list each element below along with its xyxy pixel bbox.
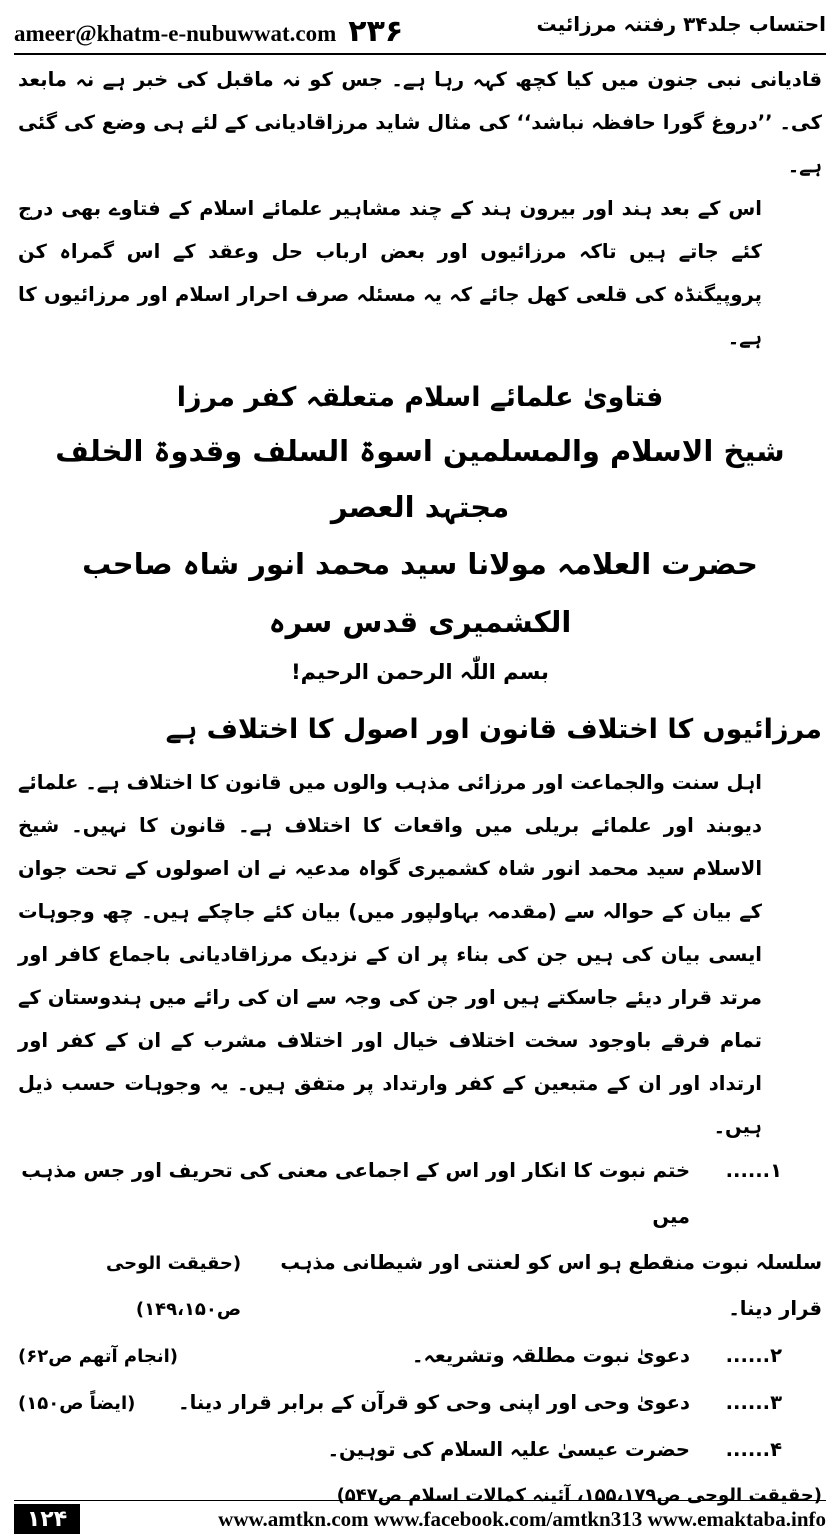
list-item-3-number: ۳......	[725, 1391, 782, 1414]
list-item-1-text-2: سلسلہ نبوت منقطع ہو اس کو لعنتی اور شیطانی مذہب قرار دینا۔	[280, 1251, 822, 1320]
list-item-1-line1	[18, 1148, 822, 1240]
list-item-1-reference: (حقیقت الوحی ص۱۴۹،۱۵۰)	[105, 1253, 242, 1320]
list-item-1-line2	[18, 1240, 822, 1333]
heading-sheikh: شیخ الاسلام والمسلمین اسوۃ السلف وقدوۃ الخلف مجتہد العصر	[55, 434, 785, 524]
footer-page-number: ۱۲۴	[14, 1504, 80, 1534]
list-item-3-text: دعویٰ وحی اور اپنی وحی کو قرآن کے برابر قرار دینا۔	[178, 1391, 690, 1414]
main-paragraph: اہل سنت والجماعت اور مرزائی مذہب والوں میں قانون کا اختلاف ہے۔ علمائے دیوبند اور علمائے بریلی میں واقعات کا اختلاف ہے۔ قانون کا نہیں۔ شیخ الاسلام سید محمد انور شاہ کشمیری گواہ مدعیہ نے ان اصولوں کے تحت جوان کے بیان کے حوالہ سے (مقدمہ بہاولپور میں) بیان کئے جاچکے ہیں۔ چھ وجوہات ایسی بیان کی ہیں جن کی بناء پر ان کے نزدیک مرزاقادیانی باجماع کافر اور مرتد قرار دیئے جاسکتے ہیں اور جن کی وجہ سے ان کی رائے میں ہندوستان کے تمام فرقے باوجود سخت اختلاف خیال اور اختلاف مشرب کے ان کے کفر اور ارتداد اور ان کے متبعین کے کفر وارتداد پر متفق ہیں۔ یہ وجوہات حسب ذیل ہیں۔	[18, 771, 762, 1138]
page-header	[14, 4, 826, 52]
list-item-4	[18, 1427, 822, 1473]
heading-fatawa: فتاویٰ علمائے اسلام متعلقہ کفر مرزا	[176, 382, 664, 413]
intro-paragraph-1: قادیانی نبی جنون میں کیا کچھ کہہ رہا ہے۔ جس کو نہ ماقبل کی خبر ہے نہ مابعد کی۔ ’’دروغ گورا حافظہ نباشد‘‘ کی مثال شاید مرزاقادیانی کے لئے ہی وضع کی گئی ہے۔	[18, 68, 822, 177]
intro-paragraph-2: اس کے بعد ہند اور بیرون ہند کے چند مشاہیر علمائے اسلام کے فتاوے بھی درج کئے جاتے ہیں تاکہ مرزائیوں اور بعض ارباب حل وعقد کے اس گمراہ کن پروپیگنڈہ کی قلعی کھل جائے کہ یہ مسئلہ صرف احرار اسلام اور مرزائیوں کا ہے۔	[18, 197, 762, 349]
header-email[interactable]: ameer@khatm-e-nubuwwat.com	[14, 21, 337, 46]
list-item-4-text: حضرت عیسیٰ علیہ السلام کی توہین۔	[327, 1438, 690, 1461]
subheading: مرزائیوں کا اختلاف قانون اور اصول کا اختلاف ہے	[165, 714, 822, 745]
list-item-2	[18, 1333, 822, 1380]
list-item-2-text: دعویٰ نبوت مطلقہ وتشریعہ۔	[412, 1344, 690, 1367]
list-item-1	[18, 1148, 822, 1333]
header-divider	[14, 53, 826, 55]
list-item-1-number: ۱......	[725, 1159, 782, 1182]
list-item-3	[18, 1380, 822, 1427]
list-item-4-number: ۴......	[725, 1438, 782, 1461]
list-item-2-reference: (انجام آتھم ص۶۲)	[18, 1346, 178, 1367]
list-item-2-number: ۲......	[725, 1344, 782, 1367]
list-item-1-text-1: ختم نبوت کا انکار اور اس کے اجماعی معنی کی تحریف اور جس مذہب میں	[21, 1159, 690, 1228]
footer-divider	[14, 1500, 826, 1501]
header-left	[14, 14, 403, 49]
bismillah: بسم اللّٰہ الرحمن الرحیم!	[291, 660, 549, 684]
heading-allama: حضرت العلامہ مولانا سید محمد انور شاہ صاحب الکشمیری قدس سرہ	[82, 547, 758, 639]
page-body	[18, 58, 822, 1506]
footer-urls[interactable]: www.amtkn.com www.facebook.com/amtkn313 www.emaktaba.info	[218, 1506, 826, 1531]
list-item-4-reference: (حقیقت الوحی ص۱۵۵،۱۷۹، آئینہ کمالات اسلام ص۵۴۷)	[336, 1485, 822, 1506]
list-item-3-reference: (ایضاً ص۱۵۰)	[18, 1393, 136, 1414]
header-page-number: ۲۳۶	[348, 14, 404, 49]
header-title: احتساب جلد۳۴ رفتنہ مرزائیت	[536, 12, 826, 36]
page-footer	[14, 1503, 826, 1535]
